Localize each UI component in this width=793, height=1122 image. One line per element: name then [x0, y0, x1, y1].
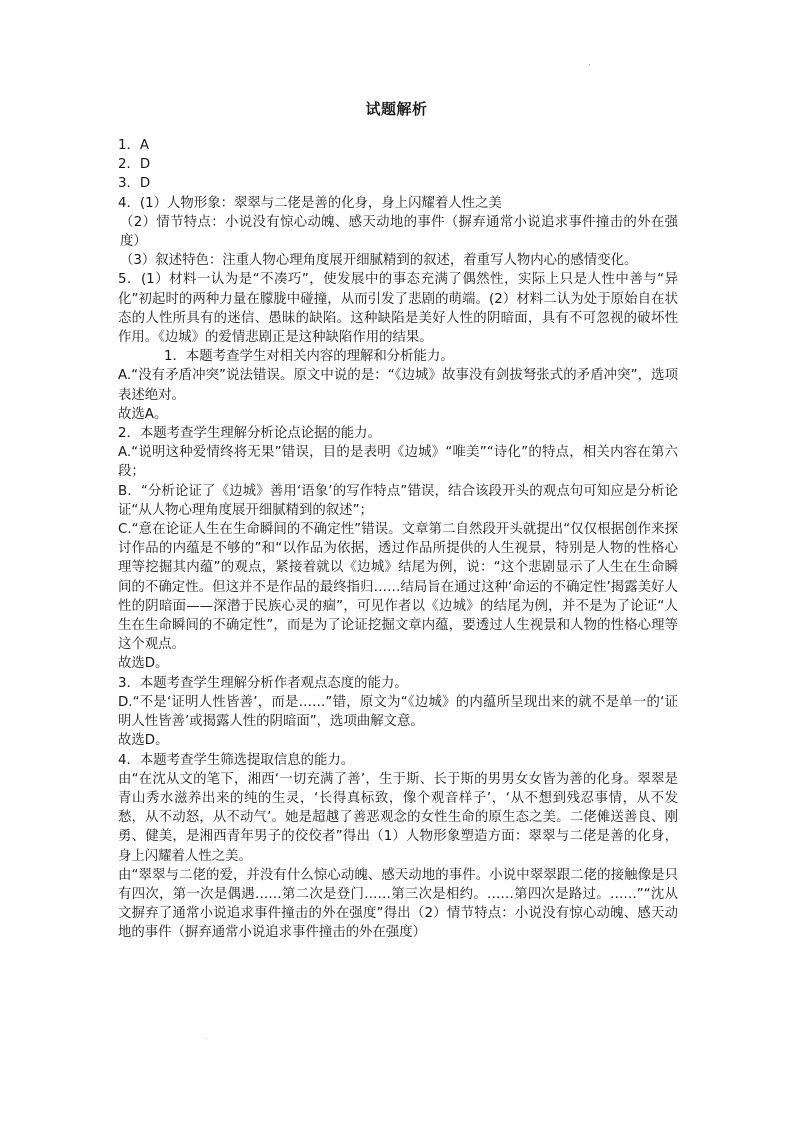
- document-body: [118, 136, 678, 943]
- analysis-2-option-b: B．“分析论证了《边城》善用‘语象’的写作特点”错误，结合该段开头的观点句可知应是分析论证“从人物心理角度展开细腻精到的叙述”；: [118, 483, 678, 518]
- answer-3: 3．D: [118, 176, 151, 192]
- analysis-4-character: 由“在沈从文的笔下，湘西‘一切充满了善’，生于斯、长于斯的男男女女皆为善的化身。翠翠是青山秀水滋养出来的纯的生灵，‘长得真标致，像个观音样子’，‘从不想到残忍事情，从不发愁，从不动怒，从不动气’。她是超越了善恶观念的女性生命的原生态之美。二佬傩送善良、刚勇、健美，是湘西青年男子的佼佼者”得出（1）人物形象塑造方面：翠翠与二佬是善的化身，身上闪耀着人性之美。: [118, 771, 678, 864]
- analysis-1-conclusion: 故选A。: [118, 406, 168, 422]
- page-title: 试题解析: [365, 100, 428, 118]
- analysis-1-heading: 1．本题考查学生对相关内容的理解和分析能力。: [164, 349, 454, 365]
- analysis-3-option-d: D.“不是‘证明人性皆善’，而是……”错，原文为“《边城》的内蕴所呈现出来的就不是单一的‘证明人性皆善’或揭露人性的阴暗面”，选项曲解文意。: [118, 694, 678, 730]
- analysis-4-plot: 由“翠翠与二佬的爱，并没有什么惊心动魄、感天动地的事件。小说中翠翠跟二佬的接触像是只有四次，第一次是偶遇……第二次是登门……第三次是相约。……第四次是路过。……”“沈从文摒弃了通常小说追求事件撞击的外在强度”得出（2）情节特点：小说没有惊心动魄、感天动地的事件（摒弃通常小说追求事件撞击的外在强度）: [118, 867, 678, 941]
- analysis-2-conclusion: 故选D。: [118, 656, 169, 672]
- analysis-4-heading: 4．本题考查学生筛选提取信息的能力。: [118, 752, 355, 768]
- analysis-1-option-a: A.“没有矛盾冲突”说法错误。原文中说的是：“《边城》故事没有剑拔弩张式的矛盾冲突”，选项表述绝对。: [118, 368, 678, 403]
- analysis-2-heading: 2．本题考查学生理解分析论点论据的能力。: [118, 426, 381, 442]
- analysis-3-heading: 3．本题考查学生理解分析作者观点态度的能力。: [118, 675, 408, 691]
- answer-4-part-2: （2）情节特点：小说没有惊心动魄、感天动地的事件（摒弃通常小说追求事件撞击的外在强度）: [120, 214, 678, 250]
- analysis-2-option-c: C.“意在论证人生在生命瞬间的不确定性”错误。文章第二自然段开头就提出“仅仅根据创作来探讨作品的内蕴是不够的”和“以作品为依据，透过作品所提供的人生视景，特别是人物的性格心理等挖掘其内蕴”的观点，紧接着就以《边城》结尾为例，说：“这个悲剧显示了人生在生命瞬间的不确定性。但这并不是作品的最终指归……结局旨在通过这种‘命运的不确定性’揭露美好人性的阴暗面——深潜于民族心灵的痼”，可见作者以《边城》的结尾为例，并不是为了论证“人生在生命瞬间的不确定性”，而是为了论证挖掘文章内蕴，要透过人生视景和人物的性格心理等这个观点。: [118, 522, 678, 653]
- analysis-2-option-a: A.“说明这种爱情终将无果”错误，目的是表明《边城》“唯美”“诗化”的特点，相关内容在第六段；: [118, 445, 678, 480]
- answer-4-part-3: （3）叙述特色：注重人物心理角度展开细腻精到的叙述，着重写人物内心的感情变化。: [120, 253, 638, 269]
- answer-1: 1．A: [118, 138, 150, 153]
- analysis-3-conclusion: 故选D。: [118, 733, 169, 749]
- answer-2: 2．D: [118, 157, 151, 173]
- answer-4: 4．(1）人物形象：翠翠与二佬是善的化身，身上闪耀着人性之美: [118, 195, 502, 211]
- corner-mark: .: [588, 58, 591, 68]
- answer-5: 5．(1）材料一认为是“不凑巧”，使发展中的事态充满了偶然性，实际上只是人性中善与“异化”初起时的两种力量在朦胧中碰撞，从而引发了悲剧的萌端。(2）材料二认为处于原始自在状态的人性所具有的迷信、愚昧的缺陷。这种缺陷是美好人性的阴暗面，具有不可忽视的破坏性作用。《边城》的爱情悲剧正是这种缺陷作用的结果。: [118, 272, 678, 346]
- footer-mark: .: [205, 1032, 208, 1041]
